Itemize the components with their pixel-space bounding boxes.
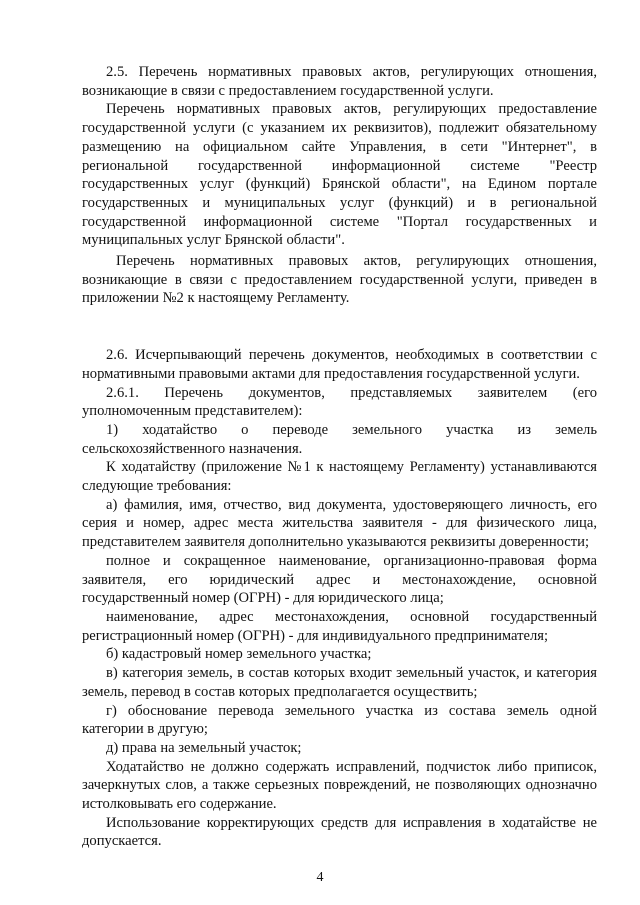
requirement-a: а) фамилия, имя, отчество, вид документа, удостоверяющего личность, его серия и номер, адрес места жительства заявителя - для физического лица, представителем заявителя дополнительно указываются реквизиты доверенности;	[82, 496, 597, 551]
requirement-b: б) кадастровый номер земельного участка;	[106, 646, 372, 663]
requirement-v: в) категория земель, в состав которых входит земельный участок, и категория земель, перевод в состав которых предполагается осуществить;	[82, 665, 597, 700]
list-item-1: 1) ходатайство о переводе земельного участка из земель сельскохозяйственного назначения.	[82, 421, 597, 457]
page-number: 4	[316, 870, 324, 885]
requirement-a-legal-entity: полное и сокращенное наименование, организационно-правовая форма заявителя, его юридический адрес и местонахождение, основной государственный номер (ОГРН) - для юридического лица;	[82, 552, 597, 607]
requirement-g: г) обоснование перевода земельного участка из состава земель одной категории в другую;	[82, 702, 597, 738]
section-2-5-paragraph-2: Перечень нормативных правовых актов, регулирующих отношения, возникающие в связи с предоставлением государственной услуги, приведен в приложении №2 к настоящему Регламенту.	[82, 253, 597, 307]
requirement-a-entrepreneur: наименование, адрес местонахождения, основной государственный регистрационный номер (ОГРН) - для индивидуального предпринимателя;	[82, 608, 597, 644]
section-2-6-1-heading: 2.6.1. Перечень документов, представляемых заявителем (его уполномоченным представителем):	[82, 384, 597, 420]
correction-prohibition: Использование корректирующих средств для исправления в ходатайстве не допускается.	[82, 814, 597, 850]
section-2-5-paragraph-1: Перечень нормативных правовых актов, регулирующих предоставление государственной услуги (с указанием их реквизитов), подлежит обязательному размещению на официальном сайте Управления, в сети "Интернет", в региональной государственной информационной системе "Реестр государственных услуг (функций) Брянской области", на Едином портале государственных и муниципальных услуг (функций) и в региональной государственной информационной системе "Портал государственных и муниципальных услуг Брянской области".	[82, 101, 597, 249]
requirement-d: д) права на земельный участок;	[106, 739, 302, 756]
petition-condition: Ходатайство не должно содержать исправлений, подчисток либо приписок, зачеркнутых слов, а также серьезных повреждений, не позволяющих однозначно истолковывать его содержание.	[82, 758, 597, 813]
requirements-intro: К ходатайству (приложение №1 к настоящему Регламенту) устанавливаются следующие требования:	[82, 459, 597, 495]
document-body	[82, 63, 597, 851]
section-2-5-heading: 2.5. Перечень нормативных правовых актов, регулирующих отношения, возникающие в связи с предоставлением государственной услуги.	[82, 64, 597, 99]
section-2-6-heading: 2.6. Исчерпывающий перечень документов, необходимых в соответствии с нормативными правовыми актами для предоставления государственной услуги.	[82, 347, 597, 382]
